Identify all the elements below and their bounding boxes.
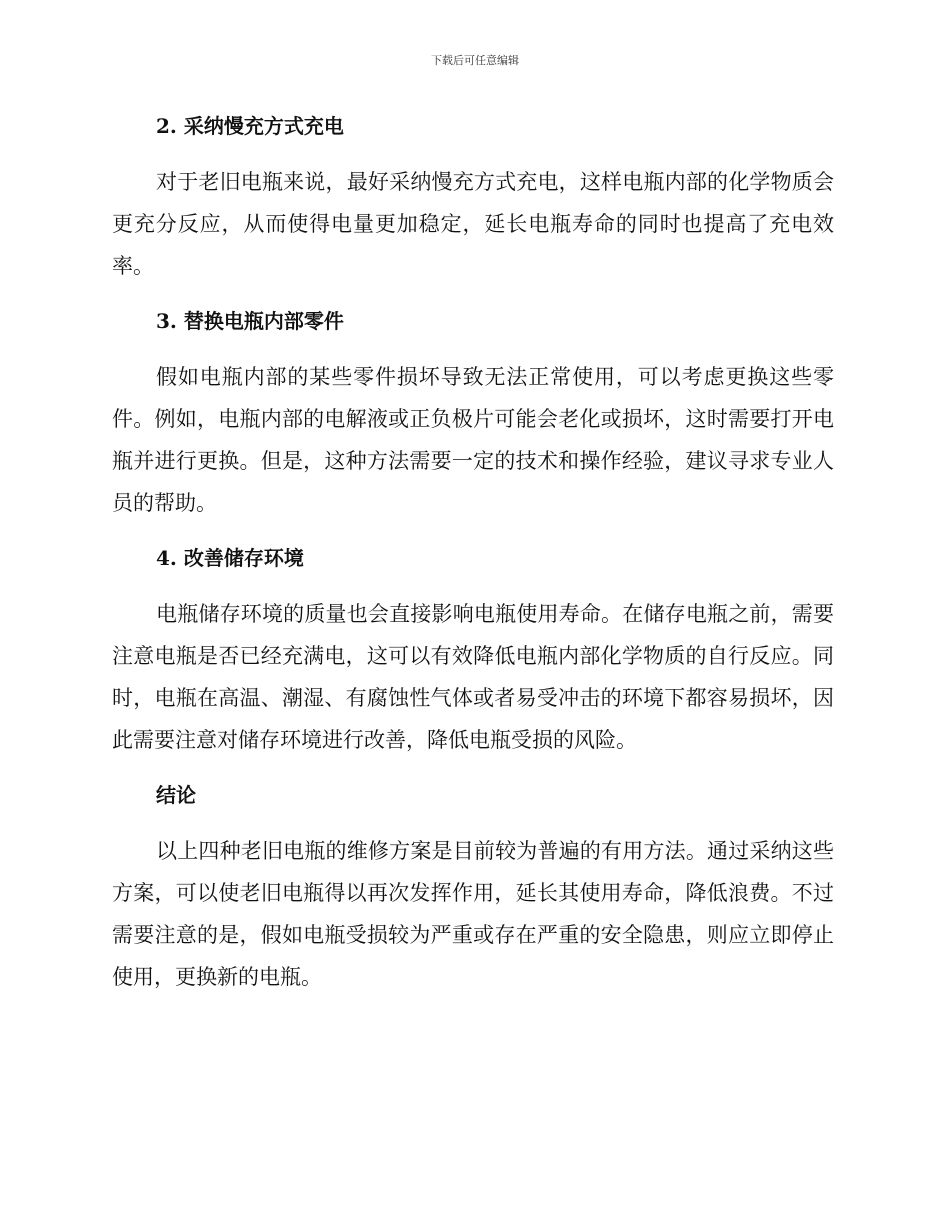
section-paragraph: 对于老旧电瓶来说，最好采纳慢充方式充电，这样电瓶内部的化学物质会更充分反应，从而使得电量更加稳定，延长电瓶寿命的同时也提高了充电效率。 bbox=[112, 170, 834, 278]
page-header: 下载后可任意编辑 bbox=[431, 54, 519, 67]
section-storage-environment bbox=[112, 538, 834, 761]
section-paragraph: 假如电瓶内部的某些零件损坏导致无法正常使用，可以考虑更换这些零件。例如，电瓶内部的电解液或正负极片可能会老化或损坏，这时需要打开电瓶并进行更换。但是，这种方法需要一定的技术和操作经验，建议寻求专业人员的帮助。 bbox=[112, 365, 834, 515]
section-replace-parts bbox=[112, 301, 834, 524]
document-body bbox=[112, 106, 834, 998]
section-conclusion bbox=[112, 775, 834, 998]
section-heading: 3. 替换电瓶内部零件 bbox=[156, 309, 344, 333]
section-heading: 4. 改善储存环境 bbox=[156, 546, 304, 570]
section-paragraph: 以上四种老旧电瓶的维修方案是目前较为普遍的有用方法。通过采纳这些方案，可以使老旧电瓶得以再次发挥作用，延长其使用寿命，降低浪费。不过需要注意的是，假如电瓶受损较为严重或存在严重的安全隐患，则应立即停止使用，更换新的电瓶。 bbox=[112, 839, 834, 989]
section-heading: 2. 采纳慢充方式充电 bbox=[156, 114, 344, 138]
section-heading: 结论 bbox=[156, 783, 196, 807]
section-paragraph: 电瓶储存环境的质量也会直接影响电瓶使用寿命。在储存电瓶之前，需要注意电瓶是否已经充满电，这可以有效降低电瓶内部化学物质的自行反应。同时，电瓶在高温、潮湿、有腐蚀性气体或者易受冲击的环境下都容易损坏，因此需要注意对储存环境进行改善，降低电瓶受损的风险。 bbox=[112, 602, 834, 752]
section-slow-charging bbox=[112, 106, 834, 287]
